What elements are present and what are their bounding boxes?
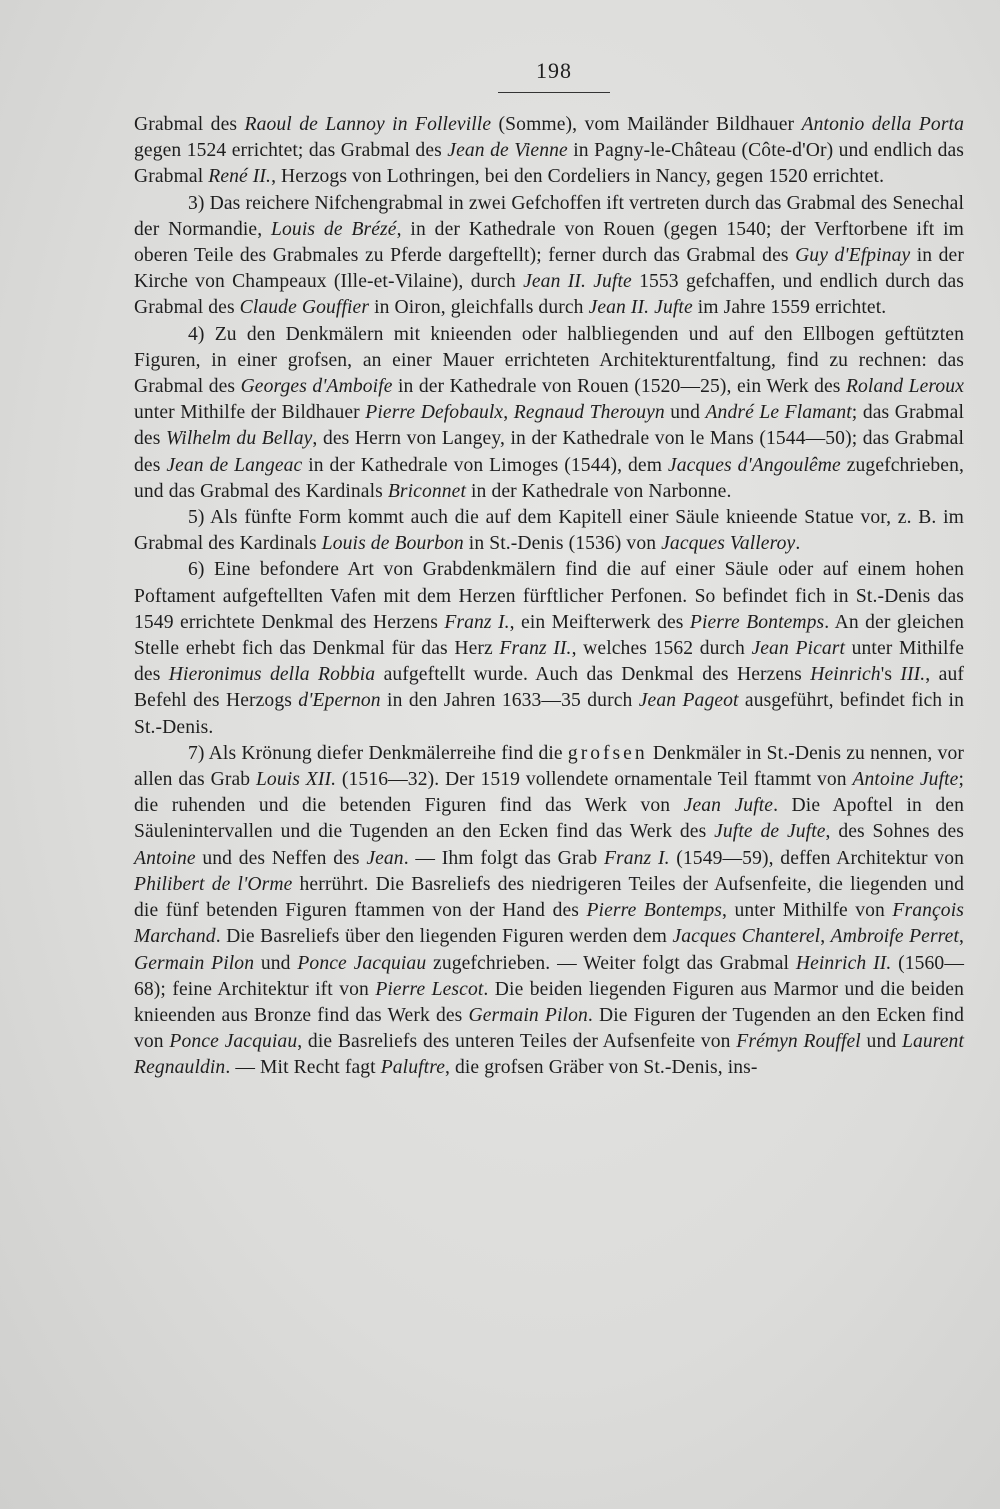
italic-name: Louis de Brézé xyxy=(271,218,397,240)
italic-name: Wilhelm du Bellay xyxy=(165,428,313,450)
text-run: 3) Das reichere Nifchengrabmal in zwei Gefchoffen ift vertreten durch das Grabmal des Senechal der Normandie, xyxy=(134,192,964,240)
italic-name: III. xyxy=(900,664,926,686)
text-run: , ein Meifterwerk des xyxy=(509,611,690,633)
paragraph-continuation xyxy=(134,112,964,191)
italic-name: Claude Gouffier xyxy=(239,297,370,319)
italic-name: Ponce Jacquiau xyxy=(169,1031,298,1053)
italic-name: Jean Pageot xyxy=(638,690,739,712)
text-run: aufgeftellt wurde. Auch das Denkmal des Herzens xyxy=(375,664,811,686)
italic-name: Antoine Jufte xyxy=(852,769,959,791)
paragraph-6-heart-monuments xyxy=(134,557,964,740)
text-run: . Die Apoftel in den Säulenintervallen und die Tugenden an den Ecken find das Werk des xyxy=(134,795,964,843)
text-run: . Die Basreliefs über den liegenden Figuren werden dem xyxy=(215,926,673,948)
page-number-rule xyxy=(498,92,610,93)
italic-name: Ponce Jacquiau xyxy=(297,952,427,974)
italic-name: Franz I. xyxy=(603,847,670,869)
text-run: in der Kirche von Champeaux (Ille-et-Vilaine), durch xyxy=(134,245,964,293)
text-run: . — Mit Recht fagt xyxy=(225,1057,381,1079)
italic-name: Jean xyxy=(366,847,404,869)
text-run: Denkmäler in St.-Denis zu nennen, vor allen das Grab xyxy=(134,742,964,791)
text-run: , xyxy=(959,926,965,948)
text-run: , des Sohnes des xyxy=(825,821,964,843)
italic-name: Georges d'Amboife xyxy=(240,376,393,398)
paragraph-3-niche-tombs xyxy=(134,191,964,322)
text-run: herrührt. Die Basreliefs des niedrigeren Teiles der Aufsenfeite, die liegenden und die fünf betenden Figuren ftammen von der Hand des xyxy=(134,873,964,922)
text-run: , Herzogs von Lothringen, bei den Cordeliers in Nancy, gegen 1520 errichtet. xyxy=(271,166,885,188)
text-run: und xyxy=(860,1031,902,1053)
italic-name: Hieronimus della Robbia xyxy=(168,664,376,686)
text-run: 5) Als fünfte Form kommt auch die auf dem Kapitell einer Säule knieende Statue vor, z. B. im Grabmal des Kardinals xyxy=(134,507,964,555)
italic-name: Jean de Langeac xyxy=(166,454,303,476)
text-run: ; das Grabmal des xyxy=(134,402,964,450)
italic-name: Franz II. xyxy=(499,638,572,660)
paragraph-4-kneeling-figures xyxy=(134,322,964,505)
text-run: 6) Eine befondere Art von Grabdenkmälern find die auf einer Säule oder auf einem hohen Poftament aufgeftellten Vafen mit dem Herzen fürftlicher Perfonen. So befindet fich in St.-Denis das 1549 errichtete Denkmal des Herzens xyxy=(134,559,964,633)
text-run: zugefchrieben, und das Grabmal des Kardinals xyxy=(134,454,964,502)
italic-name: Antonio della Porta xyxy=(801,114,964,135)
italic-name: Germain Pilon xyxy=(134,952,255,974)
italic-name: Raoul de Lannoy in Folleville xyxy=(244,114,492,135)
italic-name: Louis XII. xyxy=(255,769,337,791)
text-run: Grabmal des xyxy=(134,114,245,135)
text-run: . — Ihm folgt das Grab xyxy=(403,847,604,869)
text-run: und des Neffen des xyxy=(195,847,367,869)
paragraph-5-column-statue xyxy=(134,505,964,557)
italic-name: Pierre Defobaulx xyxy=(365,402,504,424)
text-run: ausgeführt, befindet fich in St.-Denis. xyxy=(134,690,964,738)
italic-name: Jean Picart xyxy=(751,638,846,660)
text-run: grofsen xyxy=(567,742,648,764)
italic-name: Frémyn Rouffel xyxy=(736,1031,861,1053)
text-run: und xyxy=(664,402,706,424)
text-run: , des Herrn von Langey, in der Kathedrale von le Mans (1544—50); das Grabmal des xyxy=(134,428,964,476)
text-run: . xyxy=(795,533,801,555)
italic-name: André Le Flamant xyxy=(705,402,852,424)
italic-name: Jean de Vienne xyxy=(447,140,568,162)
text-run: 1553 gefchaffen, und endlich durch das Grabmal des xyxy=(134,271,964,319)
text-run: , xyxy=(820,926,831,948)
text-run: 's xyxy=(880,664,901,686)
italic-name: Jean Jufte xyxy=(683,795,774,817)
text-run: , xyxy=(503,402,514,424)
text-run: , die Basreliefs des unteren Teiles der Aufsenfeite von xyxy=(297,1031,737,1053)
italic-name: René II. xyxy=(208,166,272,188)
italic-name: Franz I. xyxy=(444,611,510,633)
text-run: 7) Als Krönung diefer Denkmälerreihe find die xyxy=(188,742,568,764)
italic-name: Germain Pilon xyxy=(468,1004,588,1026)
text-run: gegen 1524 errichtet; das Grabmal des xyxy=(134,140,448,162)
text-run: (1560—68); feine Architektur ift von xyxy=(134,952,965,1000)
text-run: 4) Zu den Denkmälern mit knieenden oder halbliegenden und auf den Ellbogen geftützten Figuren, in einer grofsen, an einer Mauer errichteten Architekturentfaltung, find zu rechnen: das Grabmal des xyxy=(134,323,964,398)
italic-name: Roland Leroux xyxy=(845,376,964,398)
italic-name: François Marchand xyxy=(134,900,964,948)
text-run: , die grofsen Gräber von St.-Denis, ins- xyxy=(445,1057,758,1079)
text-run: in Oiron, gleichfalls durch xyxy=(369,297,589,319)
text-run: in der Kathedrale von Rouen (1520—25), ein Werk des xyxy=(392,376,846,398)
italic-name: Jacques Chanterel xyxy=(672,926,821,948)
text-run: unter Mithilfe der Bildhauer xyxy=(134,402,366,424)
text-run: in der Kathedrale von Limoges (1544), dem xyxy=(302,454,668,476)
text-run: . Die beiden liegenden Figuren aus Marmor und die beiden knieenden aus Bronze find das Werk des xyxy=(134,978,964,1026)
italic-name: Heinrich II. xyxy=(795,952,892,974)
text-run: in der Kathedrale von Narbonne. xyxy=(466,480,732,502)
text-run: in Pagny-le-Château (Côte-d'Or) und endlich das Grabmal xyxy=(134,140,964,188)
italic-name: Paluftre xyxy=(380,1057,445,1079)
text-run: , unter Mithilfe von xyxy=(721,900,893,922)
text-run: in den Jahren 1633—35 durch xyxy=(380,690,639,712)
text-run: und xyxy=(254,952,298,974)
italic-name: Pierre Bontemps xyxy=(586,900,722,922)
text-run: ; die ruhenden und die betenden Figuren find das Werk von xyxy=(134,769,965,817)
italic-name: Jufte de Jufte xyxy=(714,821,826,843)
text-run: zugefchrieben. — Weiter folgt das Grabmal xyxy=(426,952,796,974)
italic-name: Pierre Bontemps xyxy=(689,611,825,633)
text-run: (1516—32). Der 1519 vollendete ornamentale Teil ftammt von xyxy=(336,769,853,791)
italic-name: Jean II. Jufte xyxy=(588,297,693,319)
page-number: 198 xyxy=(536,58,572,83)
text-run: in St.-Denis (1536) von xyxy=(463,533,662,555)
text-run: , welches 1562 durch xyxy=(571,638,752,660)
italic-name: Laurent Regnauldin xyxy=(134,1031,964,1079)
text-run: , in der Kathedrale von Rouen (gegen 1540; der Verftorbene ift im oberen Teile des Grabmales zu Pferde dargeftellt); ferner durch das Grabmal des xyxy=(134,218,964,267)
text-run: im Jahre 1559 errichtet. xyxy=(692,297,887,319)
italic-name: Jean II. Jufte xyxy=(523,271,632,293)
italic-name: Heinrich xyxy=(810,664,881,686)
text-run: . An der gleichen Stelle erhebt fich das Denkmal für das Herz xyxy=(134,611,965,660)
text-run: , auf Befehl des Herzogs xyxy=(134,664,964,712)
italic-name: Briconnet xyxy=(387,480,467,502)
body-text xyxy=(134,112,964,1082)
text-run: . Die Figuren der Tugenden an den Ecken find von xyxy=(134,1004,964,1053)
italic-name: Philibert de l'Orme xyxy=(134,873,293,895)
text-run: unter Mithilfe des xyxy=(134,638,964,686)
italic-name: Guy d'Efpinay xyxy=(795,245,911,267)
italic-name: Louis de Bourbon xyxy=(321,533,464,555)
paragraph-7-st-denis-tombs xyxy=(134,741,964,1082)
text-run: (1549—59), deffen Architektur von xyxy=(669,847,964,869)
italic-name: Jacques d'Angoulême xyxy=(667,454,841,476)
italic-name: Regnaud Therouyn xyxy=(513,402,665,424)
italic-name: Antoine xyxy=(134,847,196,869)
italic-name: Pierre Lescot xyxy=(375,978,484,1000)
text-run: (Somme), vom Mailänder Bildhauer xyxy=(491,114,802,135)
italic-name: Ambroife Perret xyxy=(830,926,960,948)
italic-name: Jacques Valleroy xyxy=(661,533,796,555)
italic-name: d'Epernon xyxy=(298,690,381,712)
